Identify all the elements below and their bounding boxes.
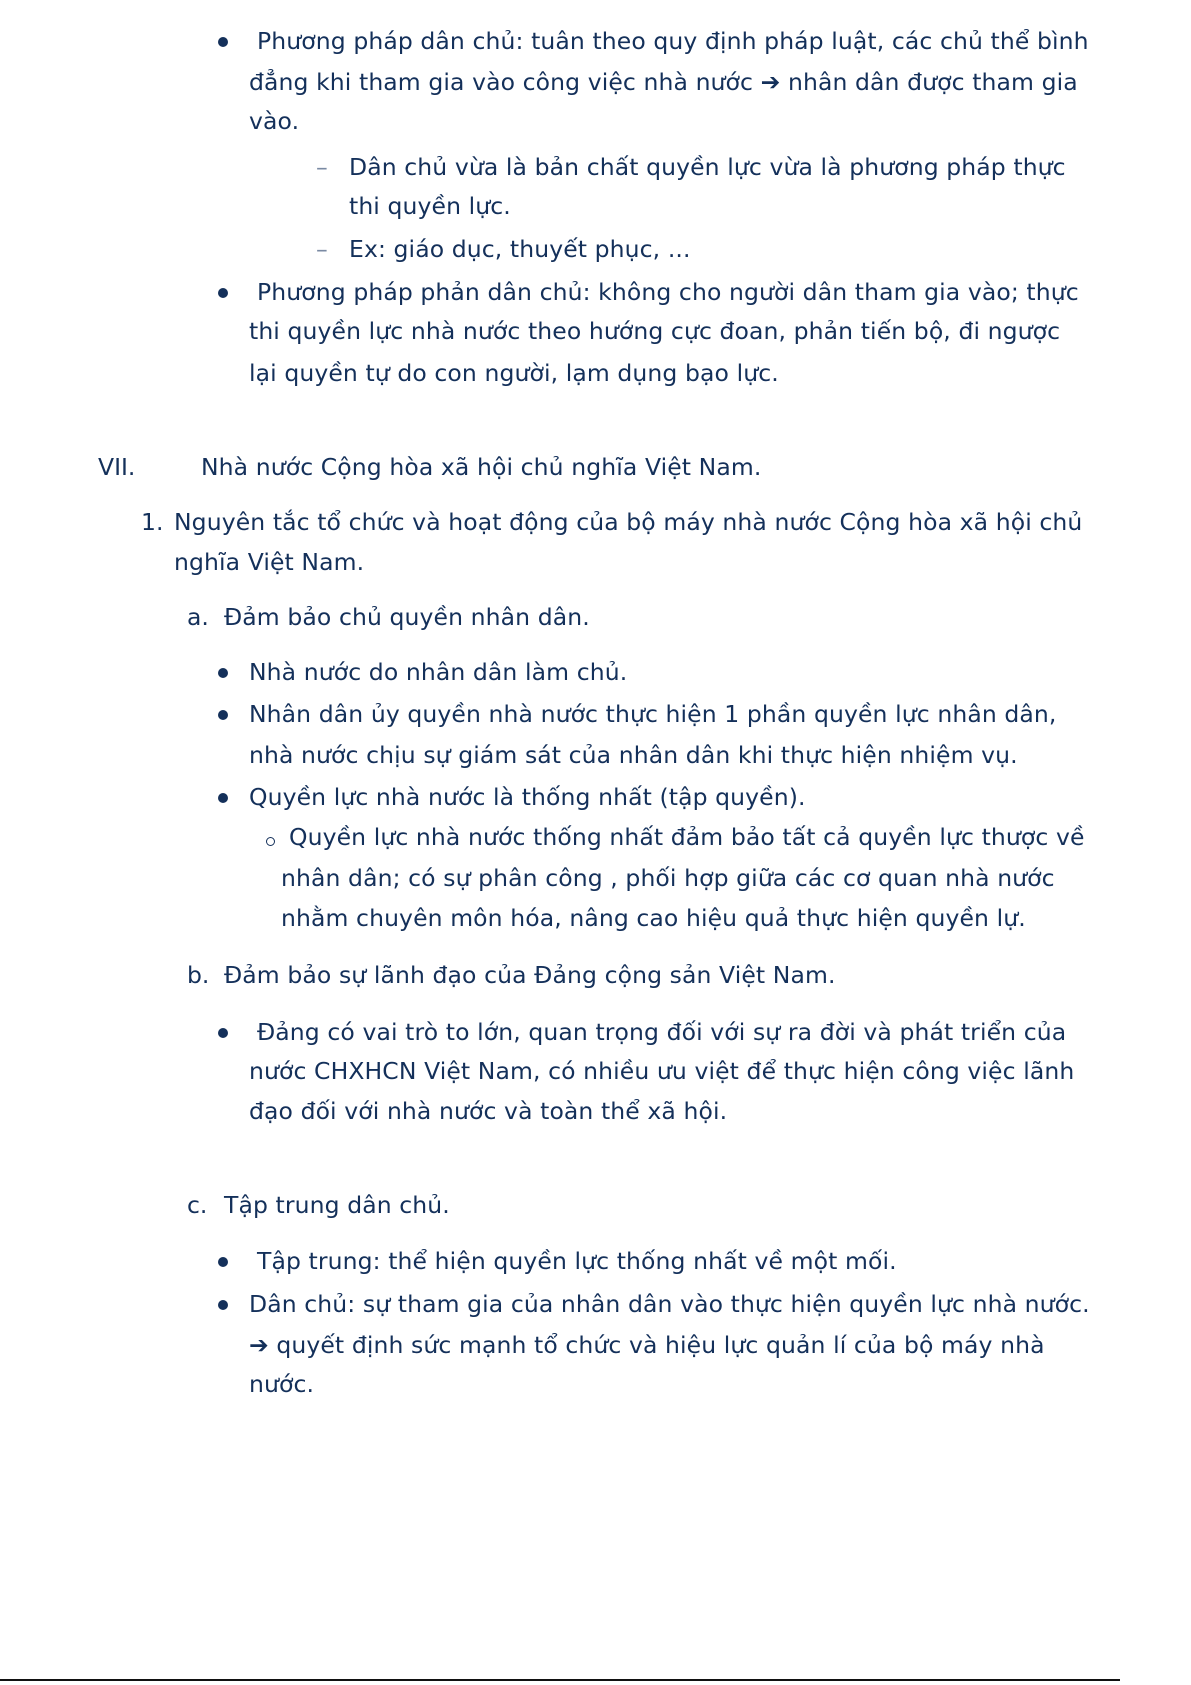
section-title: Nhà nước Cộng hòa xã hội chủ nghĩa Việt Nam. xyxy=(201,453,762,481)
sub-b-title: Đảm bảo sự lãnh đạo của Đảng cộng sản Việt Nam. xyxy=(224,961,836,989)
sub-c-title: Tập trung dân chủ. xyxy=(224,1191,450,1219)
sub-a-bullet2-line2: nhà nước chịu sự giám sát của nhân dân khi thực hiện nhiệm vụ. xyxy=(249,741,1018,769)
bullet-icon xyxy=(218,793,228,803)
block1-line3: vào. xyxy=(249,107,300,135)
sub-a-circle1-line1: Quyền lực nhà nước thống nhất đảm bảo tất cả quyền lực thược về xyxy=(289,823,1085,851)
bullet-icon xyxy=(218,668,228,678)
dash-marker: – xyxy=(316,153,328,181)
block1-sub2-line1: Ex: giáo dục, thuyết phục, ... xyxy=(349,235,691,263)
block2-line1: Phương pháp phản dân chủ: không cho người dân tham gia vào; thực xyxy=(257,278,1079,306)
dash-marker: – xyxy=(316,235,328,263)
sub-a-circle1-line2: nhân dân; có sự phân công , phối hợp giữa các cơ quan nhà nước xyxy=(281,864,1055,892)
bullet-icon xyxy=(218,1300,228,1310)
block1-sub1-line1: Dân chủ vừa là bản chất quyền lực vừa là phương pháp thực xyxy=(349,153,1066,181)
sub-c-bullet1: Tập trung: thể hiện quyền lực thống nhất về một mối. xyxy=(257,1247,897,1275)
block2-line2: thi quyền lực nhà nước theo hướng cực đoan, phản tiến bộ, đi ngược xyxy=(249,317,1061,345)
block1-line2: đẳng khi tham gia vào công việc nhà nước ➔ nhân dân được tham gia xyxy=(249,68,1078,96)
bullet-icon xyxy=(218,1028,228,1038)
sub-a-bullet1: Nhà nước do nhân dân làm chủ. xyxy=(249,658,628,686)
sub-a-bullet3: Quyền lực nhà nước là thống nhất (tập quyền). xyxy=(249,783,806,811)
block1-line1: Phương pháp dân chủ: tuân theo quy định pháp luật, các chủ thể bình xyxy=(257,27,1089,55)
item1-line2: nghĩa Việt Nam. xyxy=(174,548,365,576)
circle-bullet-icon xyxy=(266,837,275,846)
bullet-icon xyxy=(218,288,228,298)
bullet-icon xyxy=(218,710,228,720)
sub-c-bullet2-line2: ➔ quyết định sức mạnh tổ chức và hiệu lực quản lí của bộ máy nhà xyxy=(249,1331,1045,1359)
block1-sub1-line2: thi quyền lực. xyxy=(349,192,511,220)
bullet-icon xyxy=(218,1257,228,1267)
footer-divider xyxy=(0,1679,1120,1681)
sub-b-letter: b. xyxy=(187,961,210,989)
sub-a-circle1-line3: nhằm chuyên môn hóa, nâng cao hiệu quả thực hiện quyền lự. xyxy=(281,904,1026,932)
sub-c-bullet2-line3: nước. xyxy=(249,1370,315,1398)
block2-line3: lại quyền tự do con người, lạm dụng bạo lực. xyxy=(249,359,779,387)
section-numeral: VII. xyxy=(98,453,136,481)
sub-a-bullet2-line1: Nhân dân ủy quyền nhà nước thực hiện 1 phần quyền lực nhân dân, xyxy=(249,700,1057,728)
item1-line1: Nguyên tắc tổ chức và hoạt động của bộ máy nhà nước Cộng hòa xã hội chủ xyxy=(174,508,1083,536)
sub-c-bullet2-line1: Dân chủ: sự tham gia của nhân dân vào thực hiện quyền lực nhà nước. xyxy=(249,1290,1090,1318)
sub-c-letter: c. xyxy=(187,1191,208,1219)
item-number: 1. xyxy=(141,508,164,536)
sub-b-bullet1-line3: đạo đối với nhà nước và toàn thể xã hội. xyxy=(249,1097,728,1125)
sub-a-letter: a. xyxy=(187,603,209,631)
bullet-icon xyxy=(218,37,228,47)
sub-a-title: Đảm bảo chủ quyền nhân dân. xyxy=(224,603,590,631)
sub-b-bullet1-line1: Đảng có vai trò to lớn, quan trọng đối với sự ra đời và phát triển của xyxy=(257,1018,1067,1046)
sub-b-bullet1-line2: nước CHXHCN Việt Nam, có nhiều ưu việt để thực hiện công việc lãnh xyxy=(249,1057,1075,1085)
